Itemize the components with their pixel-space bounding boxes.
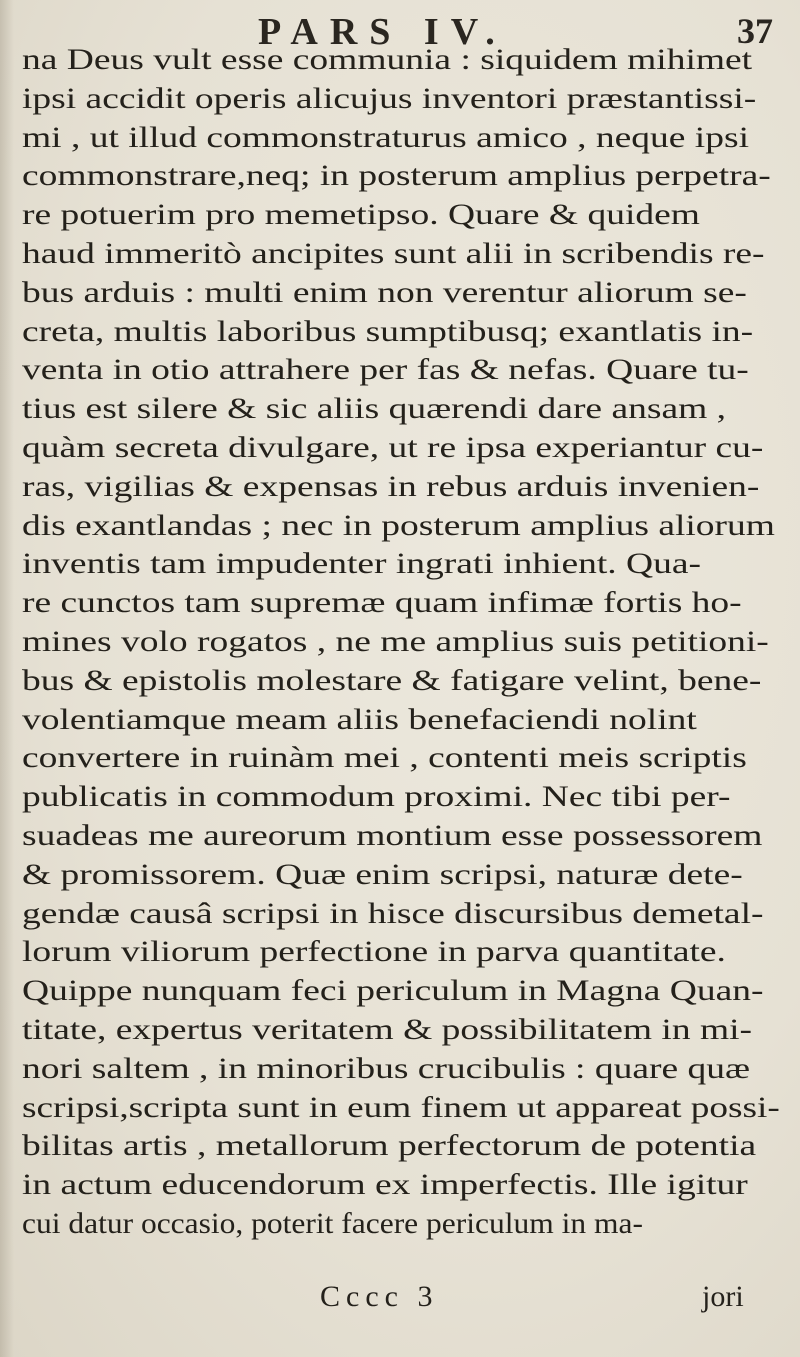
text-line: in actum educendorum ex imperfectis. Ille igitur bbox=[22, 1168, 748, 1202]
signature-mark: Cccc 3 bbox=[320, 1280, 439, 1313]
text-line: bus & epistolis molestare & fatigare velint, bene- bbox=[22, 663, 762, 697]
text-line: re cunctos tam supremæ quam infimæ fortis ho- bbox=[22, 586, 742, 620]
text-line: suadeas me aureorum montium esse possessorem bbox=[22, 819, 763, 852]
text-line: bus arduis : multi enim non verentur aliorum se- bbox=[22, 275, 747, 309]
text-line: inventis tam impudenter ingrati inhient. Qua- bbox=[22, 547, 702, 581]
text-line: publicatis in commodum proximi. Nec tibi per- bbox=[22, 780, 731, 814]
text-line: titate, expertus veritatem & possibilitatem in mi- bbox=[22, 1013, 753, 1046]
text-line: venta in otio attrahere per fas & nefas. Quare tu- bbox=[22, 353, 749, 387]
running-title: PARS IV. bbox=[258, 11, 507, 53]
page-edge-shadow bbox=[0, 0, 14, 1357]
text-line: re potuerim pro memetipso. Quare & quidem bbox=[22, 198, 700, 232]
text-line: ras, vigilias & expensas in rebus arduis invenien- bbox=[22, 469, 760, 503]
text-line: scripsi,scripta sunt in eum finem ut appareat possi- bbox=[22, 1090, 780, 1124]
text-line: na Deus vult esse communia : siquidem mihimet bbox=[22, 43, 753, 76]
text-line: dis exantlandas ; nec in posterum amplius aliorum bbox=[22, 508, 775, 542]
text-line: bilitas artis , metallorum perfectorum de potentia bbox=[22, 1129, 757, 1163]
text-line: nori saltem , in minoribus crucibulis : quare quæ bbox=[22, 1051, 751, 1085]
text-line: convertere in ruinàm mei , contenti meis scriptis bbox=[22, 741, 747, 775]
text-line: haud immeritò ancipites sunt alii in scribendis re- bbox=[22, 237, 765, 270]
text-line: gendæ causâ scripsi in hisce discursibus demetal- bbox=[22, 896, 764, 930]
text-line: quàm secreta divulgare, ut re ipsa experiantur cu- bbox=[22, 431, 764, 464]
text-line: Quippe nunquam feci periculum in Magna Quan- bbox=[22, 974, 764, 1008]
text-line: mines volo rogatos , ne me amplius suis petitioni- bbox=[22, 625, 769, 658]
text-line: cui datur occasio, poterit facere periculum in ma- bbox=[22, 1207, 643, 1240]
text-line: commonstrare,neq; in posterum amplius perpetra- bbox=[22, 159, 771, 193]
page-footer bbox=[0, 1280, 800, 1320]
text-line: tius est silere & sic aliis quærendi dare ansam , bbox=[22, 392, 727, 426]
page-number: 37 bbox=[737, 11, 773, 51]
text-line: mi , ut illud commonstraturus amico , neque ipsi bbox=[22, 120, 749, 154]
text-line: lorum viliorum perfectione in parva quantitate. bbox=[22, 935, 726, 969]
text-line: & promissorem. Quæ enim scripsi, naturæ dete- bbox=[22, 857, 743, 891]
text-line: creta, multis laboribus sumptibusq; exantlatis in- bbox=[22, 314, 754, 348]
text-line: ipsi accidit operis alicujus inventori præstantissi- bbox=[22, 81, 757, 115]
catchword: jori bbox=[702, 1280, 744, 1313]
text-line: volentiamque meam aliis benefaciendi nolint bbox=[22, 702, 697, 736]
